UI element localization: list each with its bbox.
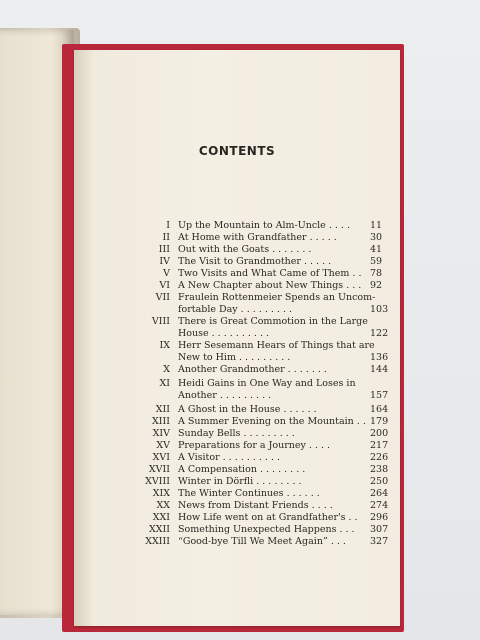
contents-page <box>74 50 400 626</box>
page-number: 238 <box>370 464 389 475</box>
toc-row <box>74 488 400 500</box>
page-number: 157 <box>370 390 389 401</box>
toc-row <box>74 244 400 256</box>
chapter-title: The Visit to Grandmother . . . . . <box>178 256 332 267</box>
page-number: 250 <box>370 476 389 487</box>
chapter-number: XI <box>159 378 170 389</box>
toc-row <box>74 512 400 524</box>
page-number: 144 <box>370 364 389 375</box>
toc-row <box>74 440 400 452</box>
chapter-title: Something Unexpected Happens . . . <box>178 524 355 535</box>
page-number: 200 <box>370 428 389 439</box>
chapter-number: VII <box>155 292 170 303</box>
toc-row <box>74 328 400 340</box>
chapter-number: XVI <box>152 452 170 463</box>
chapter-title: “Good-bye Till We Meet Again” . . . <box>178 536 346 547</box>
page-number: 226 <box>370 452 389 463</box>
chapter-title: Sunday Bells . . . . . . . . . <box>178 428 295 439</box>
chapter-number: XXIII <box>145 536 170 547</box>
chapter-title: Up the Mountain to Alm-Uncle . . . . <box>178 220 350 231</box>
page-number: 327 <box>370 536 389 547</box>
toc-row <box>74 500 400 512</box>
chapter-title: At Home with Grandfather . . . . . <box>178 232 337 243</box>
chapter-number: V <box>163 268 170 279</box>
chapter-number: XVII <box>148 464 170 475</box>
toc-row <box>74 536 400 548</box>
toc-row <box>74 220 400 232</box>
chapter-title: Two Visits and What Came of Them . . <box>178 268 362 279</box>
chapter-number: XXII <box>148 524 170 535</box>
toc-row <box>74 316 400 328</box>
page-number: 179 <box>370 416 389 427</box>
chapter-number: XX <box>156 500 170 511</box>
chapter-number: I <box>166 220 170 231</box>
chapter-title: Another . . . . . . . . . <box>178 390 272 401</box>
chapter-number: XV <box>156 440 170 451</box>
chapter-number: VIII <box>151 316 170 327</box>
chapter-number: X <box>163 364 170 375</box>
page-number: 92 <box>370 280 383 291</box>
chapter-title: New to Him . . . . . . . . . <box>178 352 291 363</box>
page-number: 11 <box>370 220 383 231</box>
toc-row <box>74 232 400 244</box>
chapter-title: Herr Sesemann Hears of Things that are <box>178 340 375 351</box>
page-number: 122 <box>370 328 389 339</box>
page-number: 217 <box>370 440 389 451</box>
chapter-title: Winter in Dörfli . . . . . . . . <box>178 476 302 487</box>
toc-row <box>74 340 400 352</box>
chapter-title: A Visitor . . . . . . . . . . <box>178 452 280 463</box>
toc-row <box>74 268 400 280</box>
toc-row <box>74 256 400 268</box>
chapter-title: A Compensation . . . . . . . . <box>178 464 306 475</box>
page-number: 30 <box>370 232 383 243</box>
chapter-number: XIII <box>151 416 170 427</box>
chapter-title: The Winter Continues . . . . . . <box>178 488 320 499</box>
page-number: 78 <box>370 268 383 279</box>
chapter-number: XIX <box>152 488 170 499</box>
chapter-number: XII <box>155 404 170 415</box>
toc-row <box>74 524 400 536</box>
chapter-title: Another Grandmother . . . . . . . <box>178 364 327 375</box>
page-number: 136 <box>370 352 389 363</box>
chapter-title: How Life went on at Grandfather's . . <box>178 512 358 523</box>
page-number: 41 <box>370 244 383 255</box>
chapter-title: Heidi Gains in One Way and Loses in <box>178 378 356 389</box>
chapter-number: IV <box>159 256 170 267</box>
page-number: 296 <box>370 512 389 523</box>
page-number: 274 <box>370 500 389 511</box>
toc-row <box>74 428 400 440</box>
toc-row <box>74 280 400 292</box>
chapter-title: A New Chapter about New Things . . . <box>178 280 362 291</box>
toc-row <box>74 378 400 390</box>
toc-row <box>74 352 400 364</box>
toc-row <box>74 292 400 304</box>
toc-row <box>74 452 400 464</box>
chapter-number: XXI <box>152 512 170 523</box>
chapter-title: A Ghost in the House . . . . . . <box>178 404 317 415</box>
page-number: 307 <box>370 524 389 535</box>
page-number: 264 <box>370 488 389 499</box>
chapter-number: IX <box>159 340 170 351</box>
toc-row <box>74 304 400 316</box>
toc-row <box>74 476 400 488</box>
chapter-number: VI <box>159 280 170 291</box>
chapter-number: XVIII <box>145 476 170 487</box>
page-number: 103 <box>370 304 389 315</box>
page-title: CONTENTS <box>198 144 276 158</box>
chapter-title: House . . . . . . . . . . <box>178 328 270 339</box>
toc-row <box>74 364 400 376</box>
chapter-title: Preparations for a Journey . . . . <box>178 440 331 451</box>
chapter-title: There is Great Commotion in the Large <box>178 316 368 327</box>
toc-row <box>74 416 400 428</box>
toc-row <box>74 464 400 476</box>
chapter-title: A Summer Evening on the Mountain . . <box>178 416 366 427</box>
page-number: 164 <box>370 404 389 415</box>
chapter-title: News from Distant Friends . . . . <box>178 500 333 511</box>
chapter-title: Out with the Goats . . . . . . . <box>178 244 312 255</box>
page-number: 59 <box>370 256 383 267</box>
chapter-title: fortable Day . . . . . . . . . <box>178 304 293 315</box>
chapter-number: III <box>158 244 170 255</box>
toc-row <box>74 404 400 416</box>
toc-row <box>74 390 400 402</box>
chapter-title: Fraulein Rottenmeier Spends an Uncom- <box>178 292 376 303</box>
chapter-number: II <box>162 232 170 243</box>
chapter-number: XIV <box>152 428 170 439</box>
